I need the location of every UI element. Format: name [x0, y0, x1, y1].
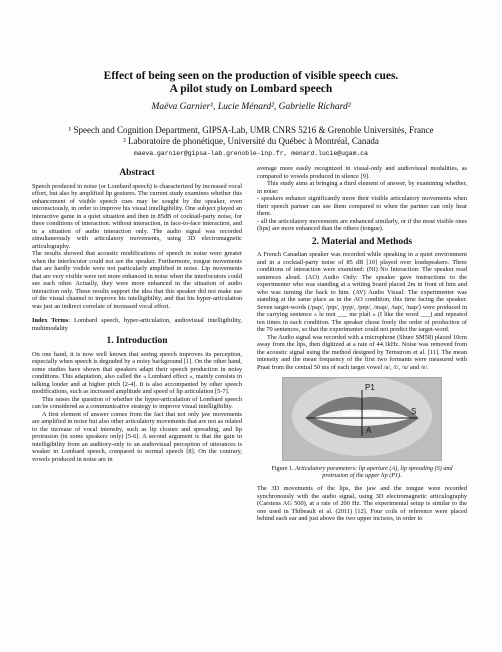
figure-lips-photo — [282, 377, 442, 461]
paper-title — [30, 70, 472, 96]
title-line-1: Effect of being seen on the production of visible speech cues. — [103, 70, 399, 82]
abstract-heading: Abstract — [119, 168, 155, 178]
methods-paragraph-3: The 3D movements of the lips, the jaw and the tongue were recorded synchronously with the audio signal, using 3D electromagnetic articulography (Carstens AG 500), at a rate of 200 Hz. The experimental setup is similar to the one used in Thibeault et al. (2011) [12]. Four coils of reference were placed behind each ear and just above the two upper incisors, in order to — [257, 485, 467, 523]
author-emails: maeva.garnier@gipsa-lab.grenoble-inp.fr, menard.lucie@ugam.ca — [134, 150, 368, 157]
index-terms-label: Index Terms — [32, 317, 69, 324]
introduction-heading: 1. Introduction — [106, 336, 168, 346]
aims-bullet-1: - speakers enhance significantly more their visible articulatory movements when their speech partner can see them compared to when the partner can only hear them. — [257, 195, 467, 217]
figure-label-s: S — [411, 407, 417, 416]
left-column — [32, 167, 242, 463]
methods-heading: 2. Material and Methods — [311, 236, 413, 247]
author-list: Maëva Garnier¹, Lucie Ménard², Gabrielle Richard² — [151, 102, 351, 112]
title-line-2: A pilot study on Lombard speech — [169, 83, 333, 95]
abstract-paragraph-2: The results showed that acoustic modifications of speech in noise were greater when the interlocutor could not see the speaker. Furthermore, tongue movements that are hardly visible were not particularly amplified in noise. Lip movements that are very visible were not more enhanced in noise when the interlocutors could see each other. Actually, they were more enhanced in the situation of audio interaction only. These results support the idea that this speaker did not make use of the visual channel to improve his intelligibility, and that his hyper-articulation was just an indirect correlate of increased vocal effort. — [32, 250, 242, 310]
intro-paragraph-1: On one hand, it is now well known that seeing speech improves its perception, especially when speech is degraded by a noisy background [1]. On the other hand, some studies have shown that speakers adapt their speech production in noisy conditions. This adaptation, also called the « Lombard effect », mainly consists in talking louder and at higher pitch [2-4]. It is also accompanied by other speech modifications, such as increased amplitude and speed of lip articulation [5-7]. — [32, 350, 242, 395]
figure-label-p1: P1 — [365, 383, 375, 392]
figure-caption-label: Figure 1. — [271, 465, 294, 472]
intro-paragraph-2: This raises the question of whether the hyper-articulation of Lombard speech can be considered as a communicative strategy to improve visual intelligibility. — [32, 395, 242, 410]
continued-paragraph: average more easily recognized in visual-only and audiovisual modalities, as compared to vowels produced in silence [9]. — [257, 165, 467, 180]
methods-paragraph-1: A French Canadian speaker was recorded while speaking in a quiet environment and in a cocktail-party noise of 85 dB [10] played over loudspeakers. Three conditions of interaction were examined: (NI) No Interaction: The speaker read sentences aloud. (AO) Audio Only: The speaker gave instructions to the experimenter who was standing at a writing board placed 2m in front of him and who was turning the back to him. (AV) Audio Visual: The experimenter was standing at the same place as in the AO condition, this time facing the speaker. Seven target-words (/pap/, /pip/, /pyp/, /pep/, /map/, /tap/, /nap/) were produced in the carrying sentence « le mot ___ me plaît » (I like the word ___) and repeated ten times in each condition. The speaker chose freely the order of production of the 70 sentences, so that the experimenter could not predict the target-word. — [257, 251, 467, 333]
index-terms-text: : Lombard speech, hyper-articulation, audiovisual intelligibility, multimodality — [32, 317, 242, 332]
methods-paragraph-2: The Audio signal was recorded with a microphone (Shure SM58) placed 10cm away from the lips, then digitized at a rate of 44.1kHz. Noise was removed from the acoustic signal using the method designed by Ternstrom et al. [11]. The mean intensity and the mean frequency of the first two formants were measured with Praat from the central 50 ms of each target vowel /a/, /i/, /u/ and /e/. — [257, 333, 467, 371]
figure-caption — [263, 465, 461, 479]
abstract-paragraph-1: Speech produced in noise (or Lombard speech) is characterized by increased vocal effort, but also by amplified lip gestures. The current study examines whether this enhancement of visible speech cues may be sought by the speaker, even unconsciously, in order to improve his visual intelligibility. One subject played an interactive game in a quiet situation and then in 85dB of cocktail-party noise, for three conditions of interaction: without interaction, in face-to-face interaction, and in a situation of audio interaction only. The audio signal was recorded simultaneously with articulatory movements, using 3D electromagnetic articulography. — [32, 182, 242, 250]
affiliations — [20, 125, 482, 147]
affiliation-1: ¹ Speech and Cognition Department, GIPSA-Lab, UMR CNRS 5216 & Grenoble Universités, France — [68, 125, 434, 135]
index-terms — [32, 317, 242, 332]
lips-illustration — [283, 378, 441, 460]
aims-bullet-2: - all the articulatory movements are enhanced similarly, or if the most visible ones (lips) are more enhanced than the others (tongue). — [257, 217, 467, 232]
right-column — [257, 165, 467, 523]
figure-caption-text: Articulatory parameters: lip aperture (A), lip spreading (S) and protrusion of the upper lip (P1). — [293, 465, 453, 480]
intro-paragraph-3: A first element of answer comes from the fact that not only jaw movements are amplified in noise but also other articulatory movements that are not as related to the increase of vocal intensity, such as lip closure and spreading, and lip protrusion (in some speakers only) [5-6]. A second argument is that the gain in intelligibility from an auditory-only to an audiovisual perception of utterances is weaker in Lombard speech, compared to normal speech [8]. On the contrary, vowels produced in noise are in — [32, 410, 242, 463]
affiliation-2: ² Laboratoire de phonétique, Université du Québec à Montréal, Canada — [123, 136, 379, 146]
aims-paragraph: This study aims at bringing a third element of answer, by examining whether, in noise: — [257, 180, 467, 195]
figure-label-a: A — [366, 426, 372, 435]
